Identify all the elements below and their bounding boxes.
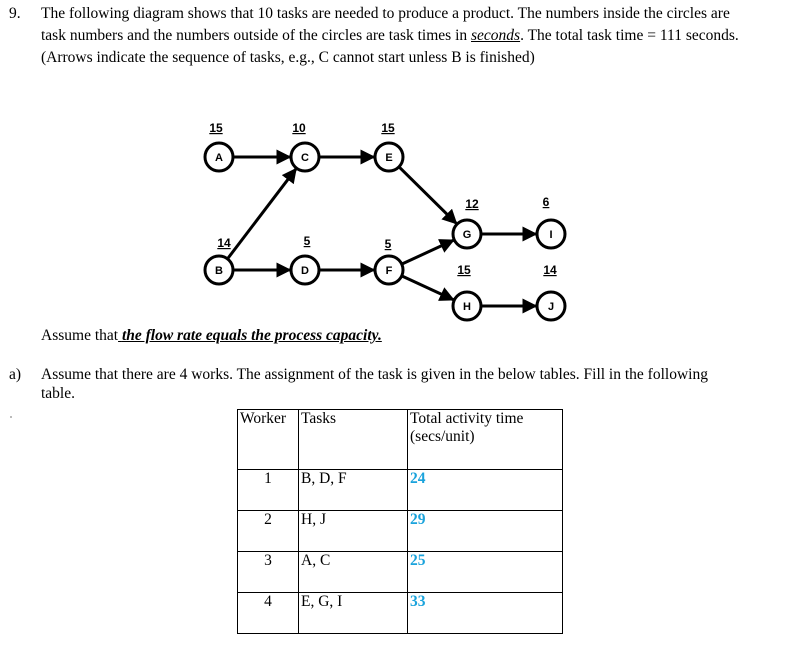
edge-F-H	[402, 276, 454, 300]
tasks-cell: B, D, F	[299, 470, 408, 511]
table-row	[238, 470, 563, 511]
node-label-I: I	[549, 229, 553, 241]
task-time-A: 15	[209, 121, 223, 135]
time-cell[interactable]: 24	[408, 470, 563, 511]
question-number: 9.	[9, 5, 21, 22]
question-line-2-head: task numbers and the numbers outside of the circles are task times in	[41, 27, 472, 44]
assumption-line	[41, 327, 382, 345]
header-worker: Worker	[238, 410, 299, 470]
node-label-D: D	[301, 265, 309, 277]
task-time-B: 14	[217, 236, 231, 250]
seconds-word: seconds	[471, 27, 521, 44]
question-line-1: The following diagram shows that 10 tasks are needed to produce a product. The numbers inside the circles are	[41, 5, 730, 22]
time-cell[interactable]: 33	[408, 593, 563, 634]
worker-cell: 2	[238, 511, 299, 552]
task-time-I: 6	[542, 195, 550, 209]
header-total-time	[408, 410, 563, 470]
task-time-C: 10	[292, 121, 306, 135]
node-label-B: B	[215, 265, 223, 277]
edge-E-G	[399, 167, 456, 224]
node-label-H: H	[463, 301, 471, 313]
header-tasks: Tasks	[299, 410, 408, 470]
tasks-cell: E, G, I	[299, 593, 408, 634]
table-header-row	[238, 410, 563, 470]
node-label-G: G	[462, 229, 472, 241]
stray-mark	[10, 416, 12, 418]
node-label-E: E	[385, 152, 393, 164]
assumption-prefix: Assume that	[41, 327, 119, 344]
node-label-J: J	[547, 301, 555, 313]
part-a-line-2: table.	[41, 385, 75, 402]
task-time-J: 14	[543, 263, 557, 277]
edge-B-C	[227, 169, 295, 259]
worker-cell: 1	[238, 470, 299, 511]
tasks-cell: A, C	[299, 552, 408, 593]
worker-cell: 3	[238, 552, 299, 593]
part-a-label: a)	[9, 366, 22, 383]
question-line-2-tail: . The total task time = 111 seconds.	[520, 27, 739, 44]
node-label-C: C	[301, 152, 309, 164]
edge-F-G	[402, 240, 454, 264]
table-row	[238, 593, 563, 634]
task-time-G: 12	[465, 197, 479, 211]
nodes-layer	[205, 121, 565, 320]
task-time-E: 15	[381, 121, 395, 135]
table-row	[238, 552, 563, 593]
assignment-table	[237, 409, 563, 634]
table-row	[238, 511, 563, 552]
assumption-emphasis: the flow rate equals the process capacity.	[121, 327, 382, 344]
header-total-time-line-2: (secs/unit)	[410, 428, 475, 445]
worker-cell: 4	[238, 593, 299, 634]
node-label-F: F	[385, 265, 393, 277]
header-total-time-line-1: Total activity time	[410, 410, 524, 427]
node-label-A: A	[215, 152, 223, 164]
time-cell[interactable]: 25	[408, 552, 563, 593]
task-time-F: 5	[384, 237, 392, 251]
time-cell[interactable]: 29	[408, 511, 563, 552]
task-time-H: 15	[457, 263, 471, 277]
tasks-cell: H, J	[299, 511, 408, 552]
question-line-3: (Arrows indicate the sequence of tasks, e.g., C cannot start unless B is finished)	[41, 49, 535, 66]
task-time-D: 5	[303, 234, 311, 248]
part-a-line-1: Assume that there are 4 works. The assignment of the task is given in the below tables. Fill in the following	[41, 366, 708, 383]
